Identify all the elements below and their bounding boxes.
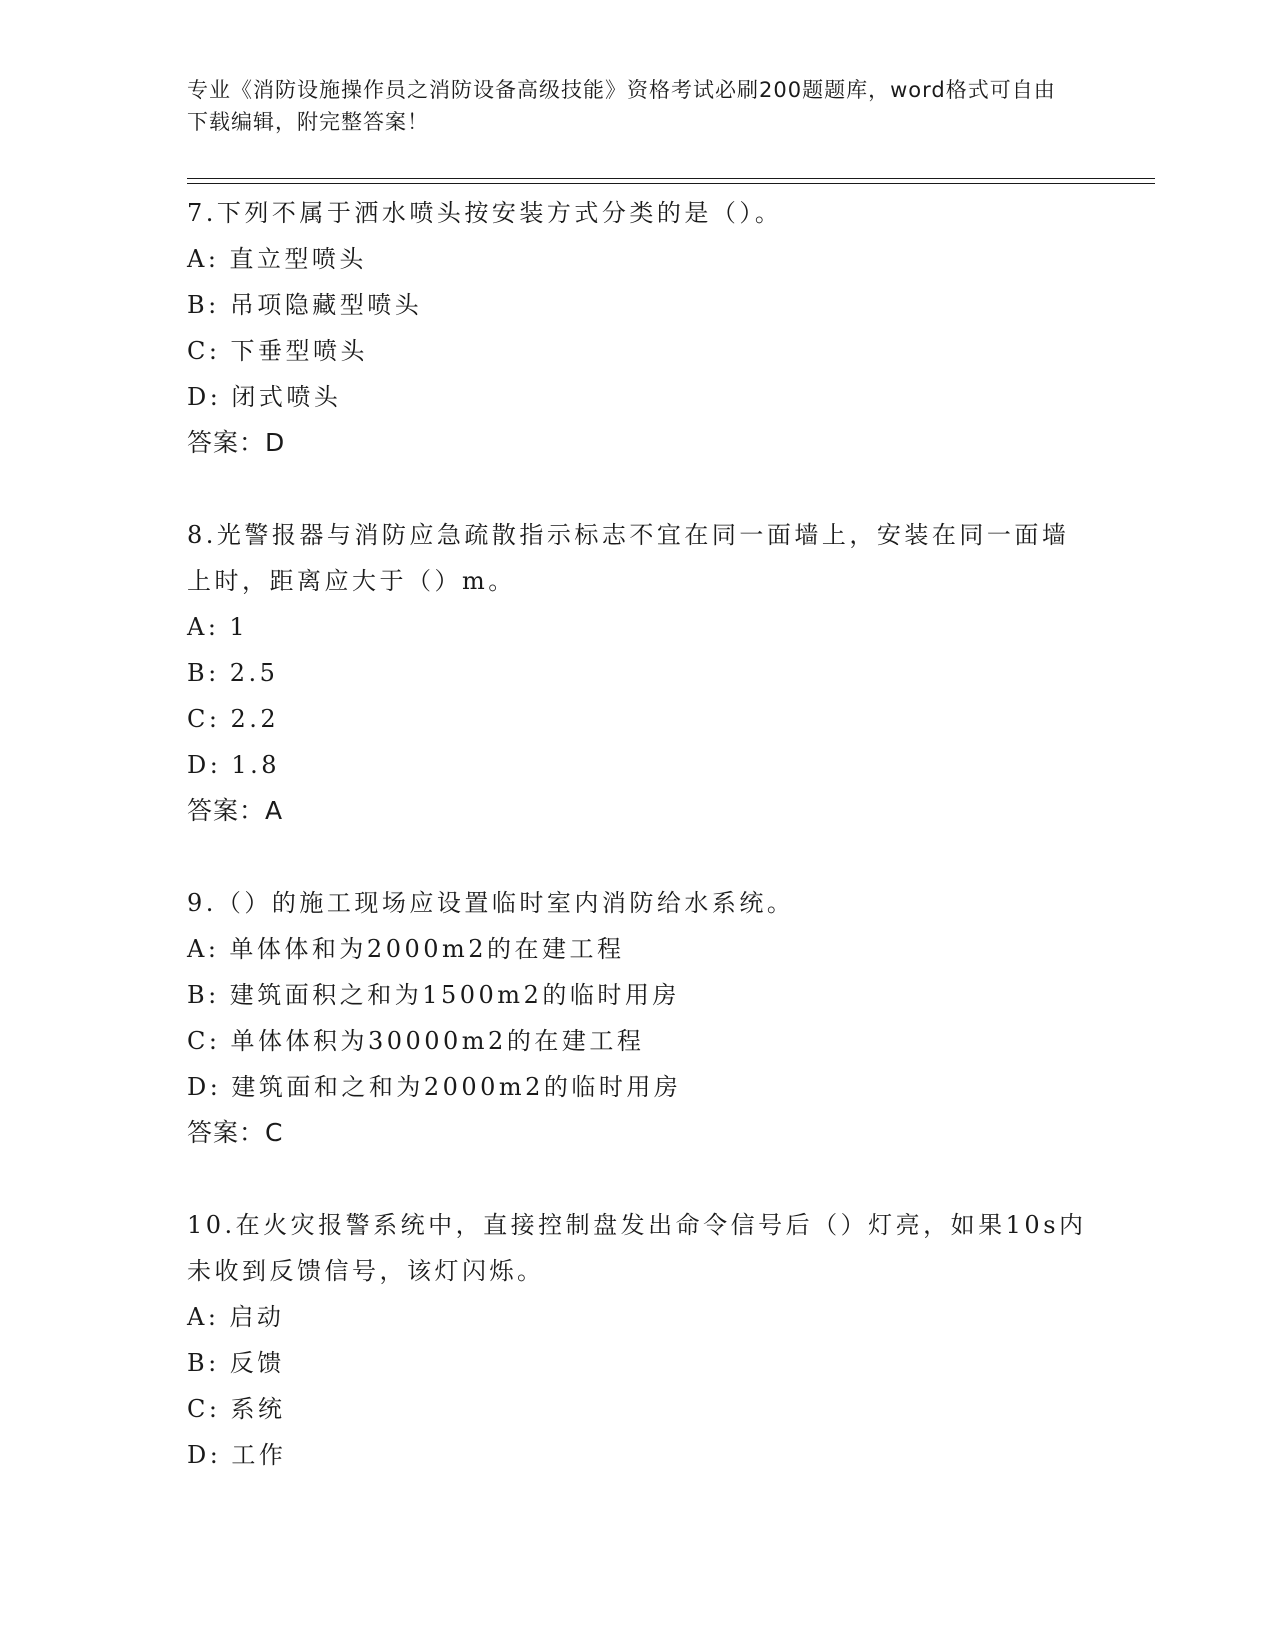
option-text: 反馈 [229,1349,285,1377]
option-key: B: [187,1349,220,1377]
question-text: 8.光警报器与消防应急疏散指示标志不宜在同一面墙上，安装在同一面墙上时，距离应大于（）m。 [187,521,1070,595]
option-a [187,926,1087,972]
option-key: D: [187,751,222,779]
option-key: D: [187,383,222,411]
option-text: 建筑面积之和为1500m2的临时用房 [229,981,680,1009]
option-d [187,1432,1087,1478]
option-c [187,1018,1087,1064]
question-text: 7.下列不属于洒水喷头按安装方式分类的是（）。 [187,199,783,227]
option-d [187,1064,1087,1110]
option-key: A: [187,935,220,963]
question-text: 10.在火灾报警系统中，直接控制盘发出命令信号后（）灯亮，如果10s内未收到反馈信号，该灯闪烁。 [187,1211,1087,1285]
option-text: 系统 [230,1395,286,1423]
option-text: 单体体积为30000m2的在建工程 [230,1027,645,1055]
header-divider-bottom [187,183,1155,184]
option-text: 直立型喷头 [229,245,367,273]
option-key: A: [187,1303,220,1331]
question-7 [187,190,1087,466]
option-key: C: [187,337,221,365]
question-9 [187,880,1087,1156]
option-text: 启动 [229,1303,285,1331]
option-c [187,1386,1087,1432]
header-divider-top [187,178,1155,179]
option-b [187,1340,1087,1386]
option-b [187,282,1087,328]
answer-label: 答案：D [187,428,286,457]
option-a [187,1294,1087,1340]
option-text: 单体体和为2000m2的在建工程 [229,935,625,963]
option-key: B: [187,659,220,687]
option-key: C: [187,1027,221,1055]
question-10 [187,1202,1087,1478]
option-key: C: [187,1395,221,1423]
option-text: 吊项隐藏型喷头 [229,291,423,319]
question-list [187,190,1087,1524]
option-text: 闭式喷头 [231,383,342,411]
option-key: D: [187,1073,222,1101]
option-b [187,650,1087,696]
option-key: C: [187,705,221,733]
question-8 [187,512,1087,834]
option-text: 工作 [231,1441,287,1469]
answer-label: 答案：A [187,796,284,825]
option-text: 1 [229,613,249,641]
option-text: 1.8 [231,751,280,779]
option-a [187,236,1087,282]
option-key: B: [187,291,220,319]
option-d [187,374,1087,420]
option-c [187,328,1087,374]
option-c [187,696,1087,742]
option-text: 2.2 [230,705,280,733]
option-text: 下垂型喷头 [230,337,368,365]
answer-label: 答案：C [187,1118,284,1147]
option-d [187,742,1087,788]
option-key: B: [187,981,220,1009]
option-key: D: [187,1441,222,1469]
option-key: A: [187,245,220,273]
option-text: 2.5 [229,659,279,687]
question-text: 9.（）的施工现场应设置临时室内消防给水系统。 [187,889,795,917]
option-b [187,972,1087,1018]
option-a [187,604,1087,650]
document-header: 专业《消防设施操作员之消防设备高级技能》资格考试必刷200题题库，word格式可自由下载编辑，附完整答案！ [187,78,1056,134]
option-key: A: [187,613,220,641]
option-text: 建筑面和之和为2000m2的临时用房 [231,1073,682,1101]
